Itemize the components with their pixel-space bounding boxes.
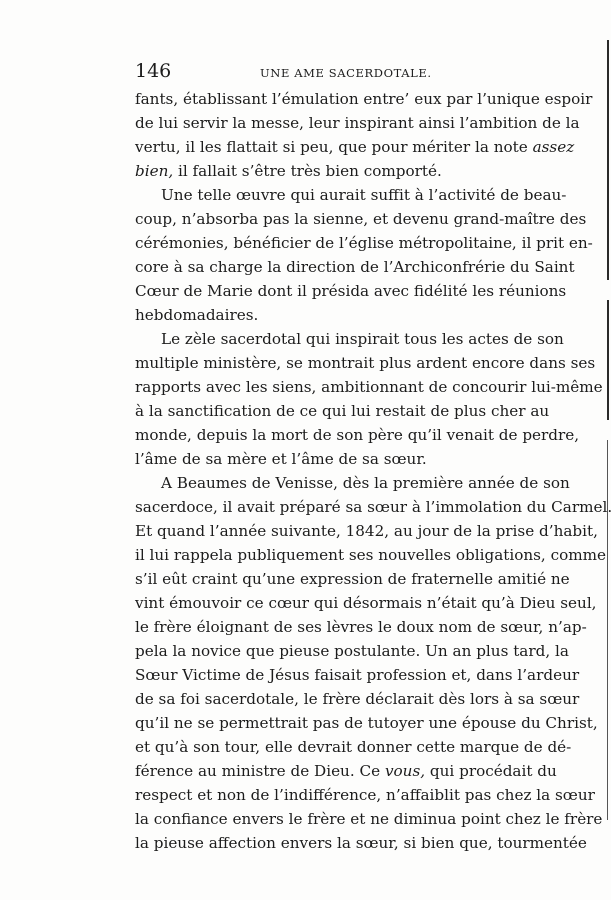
text-line	[135, 615, 587, 639]
text-segment: hebdomadaires.	[135, 306, 259, 324]
text-segment: Sœur Victime de Jésus faisait profession et, dans l’ardeur	[135, 666, 580, 684]
text-line	[135, 687, 580, 711]
text-segment: coup, n’absorba pas la sienne, et devenu grand-maître des	[135, 210, 587, 228]
text-segment: s’il eût craint qu’une expression de fraternelle amitié ne	[135, 570, 570, 588]
text-line	[135, 447, 545, 471]
page-edge-line	[607, 40, 609, 280]
text-segment: cérémonies, bénéficier de l’église métropolitaine, il prit en-	[135, 234, 593, 252]
text-segment: il fallait s’être très bien comporté.	[173, 162, 442, 180]
text-line	[135, 135, 575, 159]
page-number: 146	[135, 60, 172, 82]
text-segment: l’âme de sa mère et l’âme de sa sœur.	[135, 450, 427, 468]
text-segment: multiple ministère, se montrait plus ardent encore dans ses	[135, 354, 596, 372]
text-segment: respect et non de l’indifférence, n’affaiblit pas chez la sœur	[135, 786, 595, 804]
text-segment: la pieuse affection envers la sœur, si bien que, tourmentée	[135, 834, 587, 852]
text-line	[135, 423, 580, 447]
text-segment: de lui servir la messe, leur inspirant ainsi l’ambition de la	[135, 114, 580, 132]
text-segment: il lui rappela publiquement ses nouvelles obligations, comme	[135, 546, 607, 564]
text-segment: vint émouvoir ce cœur qui désormais n’était qu’à Dieu seul,	[135, 594, 597, 612]
text-segment: fants, établissant l’émulation entre’ eux par l’unique espoir	[135, 90, 593, 108]
text-line	[135, 375, 603, 399]
text-segment: monde, depuis la mort de son père qu’il venait de perdre,	[135, 426, 580, 444]
italic-text: assez	[532, 138, 575, 156]
text-segment: rapports avec les siens, ambitionnant de concourir lui-même	[135, 378, 603, 396]
text-line	[135, 111, 580, 135]
text-line	[135, 471, 570, 495]
text-segment: la confiance envers le frère et ne diminua point chez le frère	[135, 810, 603, 828]
text-line	[135, 159, 545, 183]
text-segment: et qu’à son tour, elle devrait donner cette marque de dé-	[135, 738, 572, 756]
page-edge-line	[607, 300, 609, 420]
text-segment: A Beaumes de Venisse, dès la première année de son	[161, 474, 570, 492]
text-line	[135, 303, 545, 327]
text-segment: pela la novice que pieuse postulante. Un an plus tard, la	[135, 642, 569, 660]
text-segment: qu’il ne se permettrait pas de tutoyer une épouse du Christ,	[135, 714, 598, 732]
text-segment: de sa foi sacerdotale, le frère déclarait dès lors à sa sœur	[135, 690, 580, 708]
text-line	[135, 183, 567, 207]
text-segment: vertu, il les flattait si peu, que pour mériter la note	[135, 138, 533, 156]
text-segment: qui procédait du	[425, 762, 557, 780]
text-line	[135, 543, 607, 567]
text-segment: férence au ministre de Dieu. Ce	[135, 762, 385, 780]
text-line	[135, 327, 564, 351]
text-line	[135, 255, 575, 279]
text-line	[135, 711, 598, 735]
text-line	[135, 735, 572, 759]
text-line	[135, 567, 570, 591]
text-line	[135, 351, 596, 375]
italic-text: bien,	[135, 162, 174, 180]
text-line	[135, 591, 597, 615]
text-segment: Cœur de Marie dont il présida avec fidélité les réunions	[135, 282, 567, 300]
text-line	[135, 783, 595, 807]
page-edge-line	[607, 440, 608, 820]
text-segment: le frère éloignant de ses lèvres le doux nom de sœur, n’ap-	[135, 618, 587, 636]
body-text	[135, 87, 612, 855]
text-segment: Et quand l’année suivante, 1842, au jour de la prise d’habit,	[135, 522, 598, 540]
text-segment: Une telle œuvre qui aurait suffit à l’activité de beau-	[161, 186, 567, 204]
italic-text: vous,	[384, 762, 426, 780]
text-segment: core à sa charge la direction de l’Archiconfrérie du Saint	[135, 258, 575, 276]
text-line	[135, 639, 569, 663]
text-line	[135, 207, 587, 231]
text-line	[135, 831, 587, 855]
page-header	[135, 60, 545, 84]
text-line	[135, 87, 593, 111]
text-line	[135, 759, 557, 783]
text-line	[135, 399, 550, 423]
text-line	[135, 231, 593, 255]
text-line	[135, 807, 603, 831]
text-segment: Le zèle sacerdotal qui inspirait tous les actes de son	[161, 330, 564, 348]
text-segment: sacerdoce, il avait préparé sa sœur à l’immolation du Carmel.	[135, 498, 612, 516]
text-line	[135, 519, 598, 543]
text-line	[135, 279, 567, 303]
text-line	[135, 495, 612, 519]
text-line	[135, 663, 580, 687]
text-segment: à la sanctification de ce qui lui restait de plus cher au	[135, 402, 550, 420]
running-head: UNE AME SACERDOTALE.	[260, 66, 432, 80]
